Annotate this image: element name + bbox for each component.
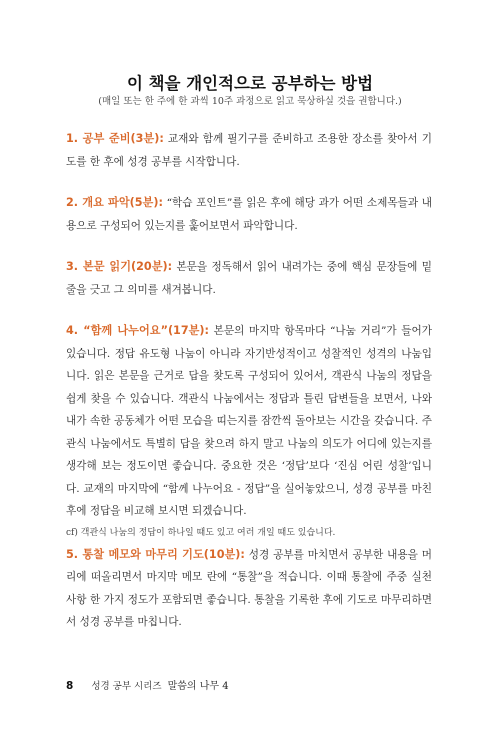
step-1-text: 교재와 함께 필기구를 준비하고 조용한 장소를 찾아서 기도를 한 후에 성경 공부를 시작합니다. (66, 133, 432, 168)
page-number: 8 (66, 680, 74, 692)
step-4 (66, 320, 432, 523)
page-subtitle: (매일 또는 한 주에 한 과씩 10주 과정으로 읽고 묵상하실 것을 권합니다.) (98, 96, 402, 107)
step-5 (66, 544, 432, 634)
step-2-text: “학습 포인트”를 읽은 후에 해당 과가 어떤 소제목들과 내용으로 구성되어 있는지를 훑어보면서 파악합니다. (66, 197, 432, 232)
step-3-heading: 3. 본문 읽기(20분): (66, 260, 173, 273)
step-5-text: 성경 공부를 마치면서 공부한 내용을 머리에 떠올리면서 마지막 메모 란에 “통찰”을 적습니다. 이때 통찰에 주중 실천 사항 한 가지 정도가 포함되면 좋습니다. 통찰을 기록한 후에 기도로 마무리하면서 성경 공부를 마칩니다. (66, 548, 432, 628)
step-2-heading: 2. 개요 파악(5분): (66, 196, 163, 209)
step-5-heading: 5. 통찰 메모와 마무리 기도(10분): (66, 547, 245, 561)
step-3 (66, 256, 432, 301)
instructions-body (66, 128, 432, 634)
step-4-text: 본문의 마지막 항목마다 “나눔 거리”가 들어가 있습니다. 정답 유도형 나눔이 아니라 자기반성적이고 성찰적인 성격의 나눔입니다. 읽은 본문을 근거로 답을 찾도록 구성되어 있어서, 객관식 나눔의 정답을 쉽게 찾을 수 있습니다. 객관식 나눔에서는 정답과 틀린 답변들을 보면서, 나와 내가 속한 공동체가 어떤 모습을 띠는지를 잠깐씩 돌아보는 시간을 갖습니다. 주관식 나눔에서도 특별히 답을 찾으려 하지 말고 나눔의 의도가 어디에 있는지를 생각해 보는 정도이면 좋습니다. 중요한 것은 ‘정답’보다 ‘진심 어린 성찰’입니다. 교재의 마지막에 “함께 나누어요 - 정답”을 실어놓았으니, 성경 공부를 마친 후에 정답을 비교해 보시면 되겠습니다. (66, 325, 432, 517)
step-4-note: cf) 객관식 나눔의 정답이 하나일 때도 있고 여러 개일 때도 있습니다. (66, 527, 336, 538)
page-title: 이 책을 개인적으로 공부하는 방법 (126, 74, 374, 93)
series-logo: 말씀의 나무 4 (167, 681, 229, 692)
step-1-heading: 1. 공부 준비(3분): (66, 132, 164, 145)
step-3-text: 본문을 정독해서 읽어 내려가는 중에 핵심 문장들에 밑줄을 긋고 그 의미를 새겨봅니다. (66, 261, 432, 296)
series-name: 성경 공부 시리즈 (91, 681, 162, 692)
step-2 (66, 192, 432, 237)
step-1 (66, 128, 432, 173)
page-footer (66, 677, 229, 692)
step-4-heading: 4. “함께 나누어요”(17분): (66, 324, 210, 337)
